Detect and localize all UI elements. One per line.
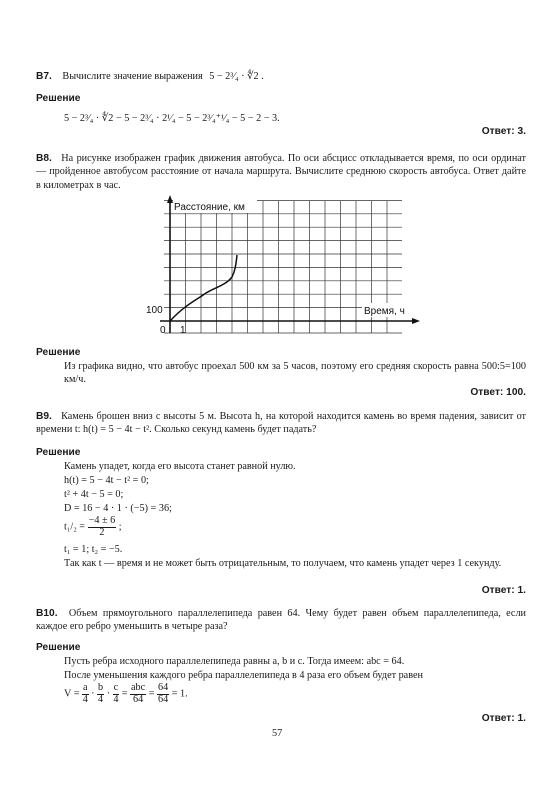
volume-formula: V = $\frac{a}{4}$ · $\frac{b}{4}$ · $\frac{c}{4}$ = $\frac{\text{abc}}{64}$ = $\frac{64}{64}$ = 1. (64, 682, 188, 705)
fraction-b: $\frac{b}{4}$ (98, 682, 104, 705)
solution-line-4: D = 16 − 4 · 1 · (−5) = 36; (64, 503, 172, 514)
x-axis-arrow (412, 318, 420, 324)
solution-label: Решение (36, 447, 81, 458)
problem-b10-statement (36, 607, 526, 634)
problem-text: На рисунке изображен график движения автобуса. По оси абсцисс откладывается время, по оси ординат — пройденное автобусом расстояние от начала маршрута. Вычислите среднюю скорость автобуса. Ответ дайте в километрах в час. (36, 153, 526, 191)
y-axis-arrow (167, 195, 173, 203)
solution-fraction-line (64, 516, 122, 538)
y-tick-100: 100 (146, 305, 163, 316)
x-axis-label: Время, ч (364, 306, 405, 317)
answer-b7: Ответ: 3. (481, 126, 526, 137)
expression: 5 − 2³⁄₄ · ∜2 . (209, 71, 264, 82)
solution-label: Решение (36, 93, 81, 104)
x-tick-1: 1 (180, 325, 186, 336)
solution-b8: Из графика видно, что автобус проехал 500 км за 5 часов, поэтому его средняя скорость равна 500:5=100 км/ч. (64, 361, 526, 386)
problem-b9-statement (36, 410, 526, 437)
solution-line-7: Так как t — время и не может быть отрицательным, то получаем, что камень упадет через 1 секунду. (64, 558, 502, 569)
fraction-denominator: 2 (99, 526, 105, 538)
fraction-a: $\frac{a}{4}$ (82, 682, 88, 705)
solution-line-2: h(t) = 5 − 4t − t² = 0; (64, 475, 149, 486)
y-axis-label: Расстояние, км (174, 202, 245, 213)
problem-text: Объем прямоугольного параллелепипеда равен 64. Чему будет равен объем параллелепипеда, если каждое его ребро уменьшить в четыре раза? (36, 608, 526, 633)
answer-b8: Ответ: 100. (470, 387, 526, 398)
solution-b7: 5 − 2³⁄₄ · ∜2 − 5 − 2³⁄₄ · 2¹⁄₄ − 5 − 2³⁄₄⁺¹⁄₄ − 5 − 2 − 3. (64, 113, 280, 124)
fraction-abc: $\frac{\text{abc}}{64}$ (131, 682, 146, 705)
problem-number: В10. (36, 608, 58, 619)
problem-number: В7. (36, 71, 52, 82)
solution-line-3: t² + 4t − 5 = 0; (64, 489, 124, 500)
solution-b10-line-1: Пусть ребра исходного параллелепипеда равны a, b и c. Тогда имеем: abc = 64. (64, 656, 405, 667)
answer-b10: Ответ: 1. (481, 713, 526, 724)
fraction-64: $\frac{64}{64}$ (158, 682, 169, 705)
origin-label: 0 (160, 325, 166, 336)
solution-label: Решение (36, 347, 81, 358)
motion-curve (170, 255, 237, 321)
fraction-c: $\frac{c}{4}$ (113, 682, 119, 705)
problem-number: В8. (36, 153, 52, 164)
fraction (88, 516, 117, 538)
volume-result: = 1. (171, 688, 188, 700)
problem-b7-statement (36, 70, 264, 83)
problem-number: В9. (36, 411, 52, 422)
solution-line-1: Камень упадет, когда его высота станет равной нулю. (64, 461, 296, 472)
page-number: 57 (272, 728, 283, 739)
solution-b10-line-2: После уменьшения каждого ребра параллелепипеда в 4 раза его объем будет равен (64, 670, 423, 681)
distance-time-graph (140, 195, 420, 340)
answer-b9: Ответ: 1. (481, 585, 526, 596)
problem-text: Камень брошен вниз с высоты 5 м. Высота h, на которой находится камень во время падения, зависит от времени t: h(t) = 5 − 4t − t². Сколько секунд камень будет падать? (36, 411, 526, 436)
solution-label: Решение (36, 642, 81, 653)
problem-b8-statement (36, 152, 526, 192)
fraction-tail: ; (118, 521, 122, 533)
solution-line-6: t₁ = 1; t₂ = −5. (64, 544, 123, 555)
fraction-lhs: t₁/₂ = (64, 521, 86, 533)
fraction-numerator: −4 ± 6 (88, 515, 116, 526)
volume-label: V = (64, 688, 80, 700)
problem-text: Вычислите значение выражения (62, 71, 203, 82)
